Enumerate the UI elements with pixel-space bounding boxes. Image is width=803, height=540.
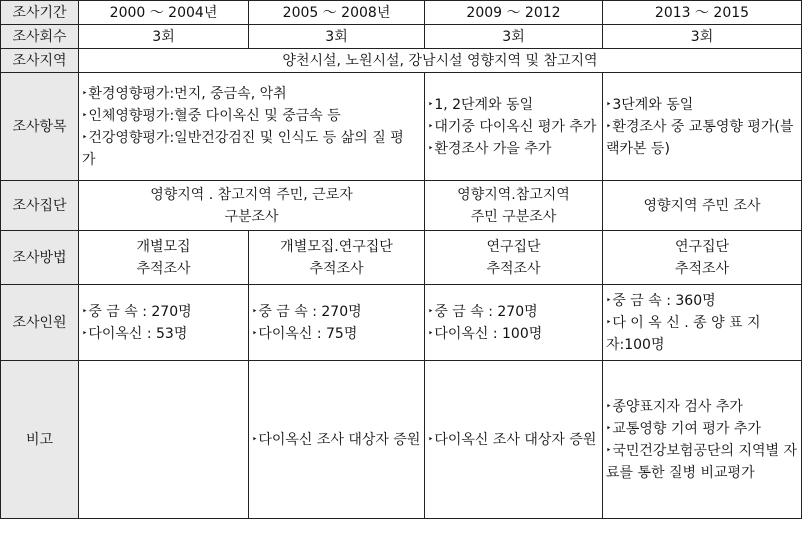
people-entry	[606, 312, 798, 356]
row-method	[1, 231, 802, 285]
method-line: 추적조사	[674, 260, 730, 277]
bullet-icon: ‣	[606, 317, 612, 328]
label-count: 조사회수	[1, 25, 79, 49]
bullet-icon: ‣	[82, 306, 88, 317]
items-text: 건강영향평가:일반건강검진 및 인식도 등 삶의 질 평가	[82, 129, 404, 168]
items-text: 환경영향평가:먼지, 중금속, 악취	[88, 85, 287, 102]
items-text: 환경조사 중 교통영향 평가(블랙카본 등)	[606, 118, 794, 157]
bullet-icon: ‣	[606, 295, 612, 306]
bullet-icon: ‣	[606, 99, 612, 110]
items-col4-entry	[606, 116, 798, 160]
remarks-3	[425, 361, 603, 519]
period-4: 2013 ～ 2015	[603, 1, 802, 25]
row-remarks	[1, 361, 802, 519]
remarks-entry	[252, 429, 421, 451]
label-period: 조사기간	[1, 1, 79, 25]
remarks-text: 교통영향 기여 평가 추가	[612, 420, 761, 437]
method-line: 연구집단	[674, 238, 730, 255]
bullet-icon: ‣	[82, 88, 88, 99]
label-items: 조사항목	[1, 73, 79, 181]
people-text: 중 금 속 : 270명	[88, 303, 192, 320]
items-col12-entry	[82, 83, 421, 105]
bullet-icon: ‣	[606, 401, 612, 412]
remarks-4	[603, 361, 802, 519]
items-text: 환경조사 가을 추가	[434, 140, 552, 157]
group-col12	[79, 181, 425, 231]
bullet-icon: ‣	[428, 99, 434, 110]
items-text: 1, 2단계와 동일	[434, 96, 534, 113]
method-line: 추적조사	[486, 260, 541, 277]
method-line: 개별모집.연구집단	[280, 238, 393, 255]
people-text: 다이옥신 : 53명	[88, 325, 188, 342]
items-col3	[425, 73, 603, 181]
method-line: 개별모집	[136, 238, 191, 255]
items-col12-entry	[82, 127, 412, 171]
row-people	[1, 285, 802, 361]
people-2	[249, 285, 425, 361]
items-col12-entry	[82, 105, 421, 127]
bullet-icon: ‣	[82, 328, 88, 339]
group-col4: 영향지역 주민 조사	[603, 181, 802, 231]
period-3: 2009 ～ 2012	[425, 1, 603, 25]
bullet-icon: ‣	[606, 445, 612, 456]
count-4: 3회	[603, 25, 802, 49]
label-remarks: 비고	[1, 361, 79, 519]
people-entry	[428, 301, 599, 323]
region-value: 양천시설, 노원시설, 강남시설 영향지역 및 참고지역	[79, 49, 802, 73]
bullet-icon: ‣	[428, 434, 434, 445]
method-3	[425, 231, 603, 285]
people-entry	[428, 323, 599, 345]
row-group	[1, 181, 802, 231]
group-col3	[425, 181, 603, 231]
method-line: 연구집단	[486, 238, 541, 255]
items-col3-entry	[428, 116, 599, 138]
row-items	[1, 73, 802, 181]
items-text: 3단계와 동일	[612, 96, 694, 113]
method-2	[249, 231, 425, 285]
bullet-icon: ‣	[606, 121, 612, 132]
items-col4-entry	[606, 94, 798, 116]
people-entry	[82, 323, 245, 345]
bullet-icon: ‣	[606, 423, 612, 434]
period-2: 2005 ～ 2008년	[249, 1, 425, 25]
label-group: 조사집단	[1, 181, 79, 231]
group-line: 영향지역 . 참고지역 주민, 근로자	[150, 186, 353, 203]
remarks-entry	[606, 440, 798, 484]
people-entry	[252, 323, 421, 345]
bullet-icon: ‣	[82, 132, 88, 143]
people-entry	[252, 301, 421, 323]
bullet-icon: ‣	[82, 110, 88, 121]
method-4	[603, 231, 802, 285]
items-text: 인체영향평가:혈중 다이옥신 및 중금속 등	[88, 107, 341, 124]
group-line: 주민 구분조사	[470, 208, 557, 225]
items-col3-entry	[428, 138, 599, 160]
row-period	[1, 1, 802, 25]
remarks-entry	[606, 418, 798, 440]
remarks-text: 종양표지자 검사 추가	[612, 398, 743, 415]
people-text: 중 금 속 : 270명	[258, 303, 362, 320]
label-method: 조사방법	[1, 231, 79, 285]
label-region: 조사지역	[1, 49, 79, 73]
group-line: 구분조사	[224, 208, 279, 225]
count-1: 3회	[79, 25, 249, 49]
remarks-entry	[606, 396, 798, 418]
people-entry	[82, 301, 245, 323]
people-text: 다이옥신 : 100명	[434, 325, 543, 342]
row-region	[1, 49, 802, 73]
bullet-icon: ‣	[252, 328, 258, 339]
method-line: 추적조사	[136, 260, 191, 277]
people-3	[425, 285, 603, 361]
period-1: 2000 ～ 2004년	[79, 1, 249, 25]
people-text: 중 금 속 : 270명	[434, 303, 538, 320]
remarks-entry	[428, 429, 599, 451]
bullet-icon: ‣	[252, 306, 258, 317]
bullet-icon: ‣	[428, 143, 434, 154]
people-text: 다이옥신 : 75명	[258, 325, 358, 342]
items-col12	[79, 73, 425, 181]
items-col4	[603, 73, 802, 181]
method-line: 추적조사	[309, 260, 364, 277]
people-4	[603, 285, 802, 361]
remarks-2	[249, 361, 425, 519]
group-line: 영향지역.참고지역	[457, 186, 570, 203]
count-2: 3회	[249, 25, 425, 49]
method-1	[79, 231, 249, 285]
people-1	[79, 285, 249, 361]
remarks-1	[79, 361, 249, 519]
items-text: 대기중 다이옥신 평가 추가	[434, 118, 597, 135]
bullet-icon: ‣	[428, 121, 434, 132]
remarks-text: 다이옥신 조사 대상자 증원	[434, 431, 597, 448]
remarks-text: 다이옥신 조사 대상자 증원	[258, 431, 421, 448]
people-text: 다 이 옥 신 . 종 양 표 지 자:100명	[606, 314, 761, 353]
items-col3-entry	[428, 94, 599, 116]
bullet-icon: ‣	[252, 434, 258, 445]
people-text: 중 금 속 : 360명	[612, 292, 716, 309]
label-people: 조사인원	[1, 285, 79, 361]
row-count	[1, 25, 802, 49]
people-entry	[606, 290, 798, 312]
bullet-icon: ‣	[428, 328, 434, 339]
bullet-icon: ‣	[428, 306, 434, 317]
remarks-text: 국민건강보험공단의 지역별 자료를 통한 질병 비교평가	[606, 442, 798, 481]
count-3: 3회	[425, 25, 603, 49]
